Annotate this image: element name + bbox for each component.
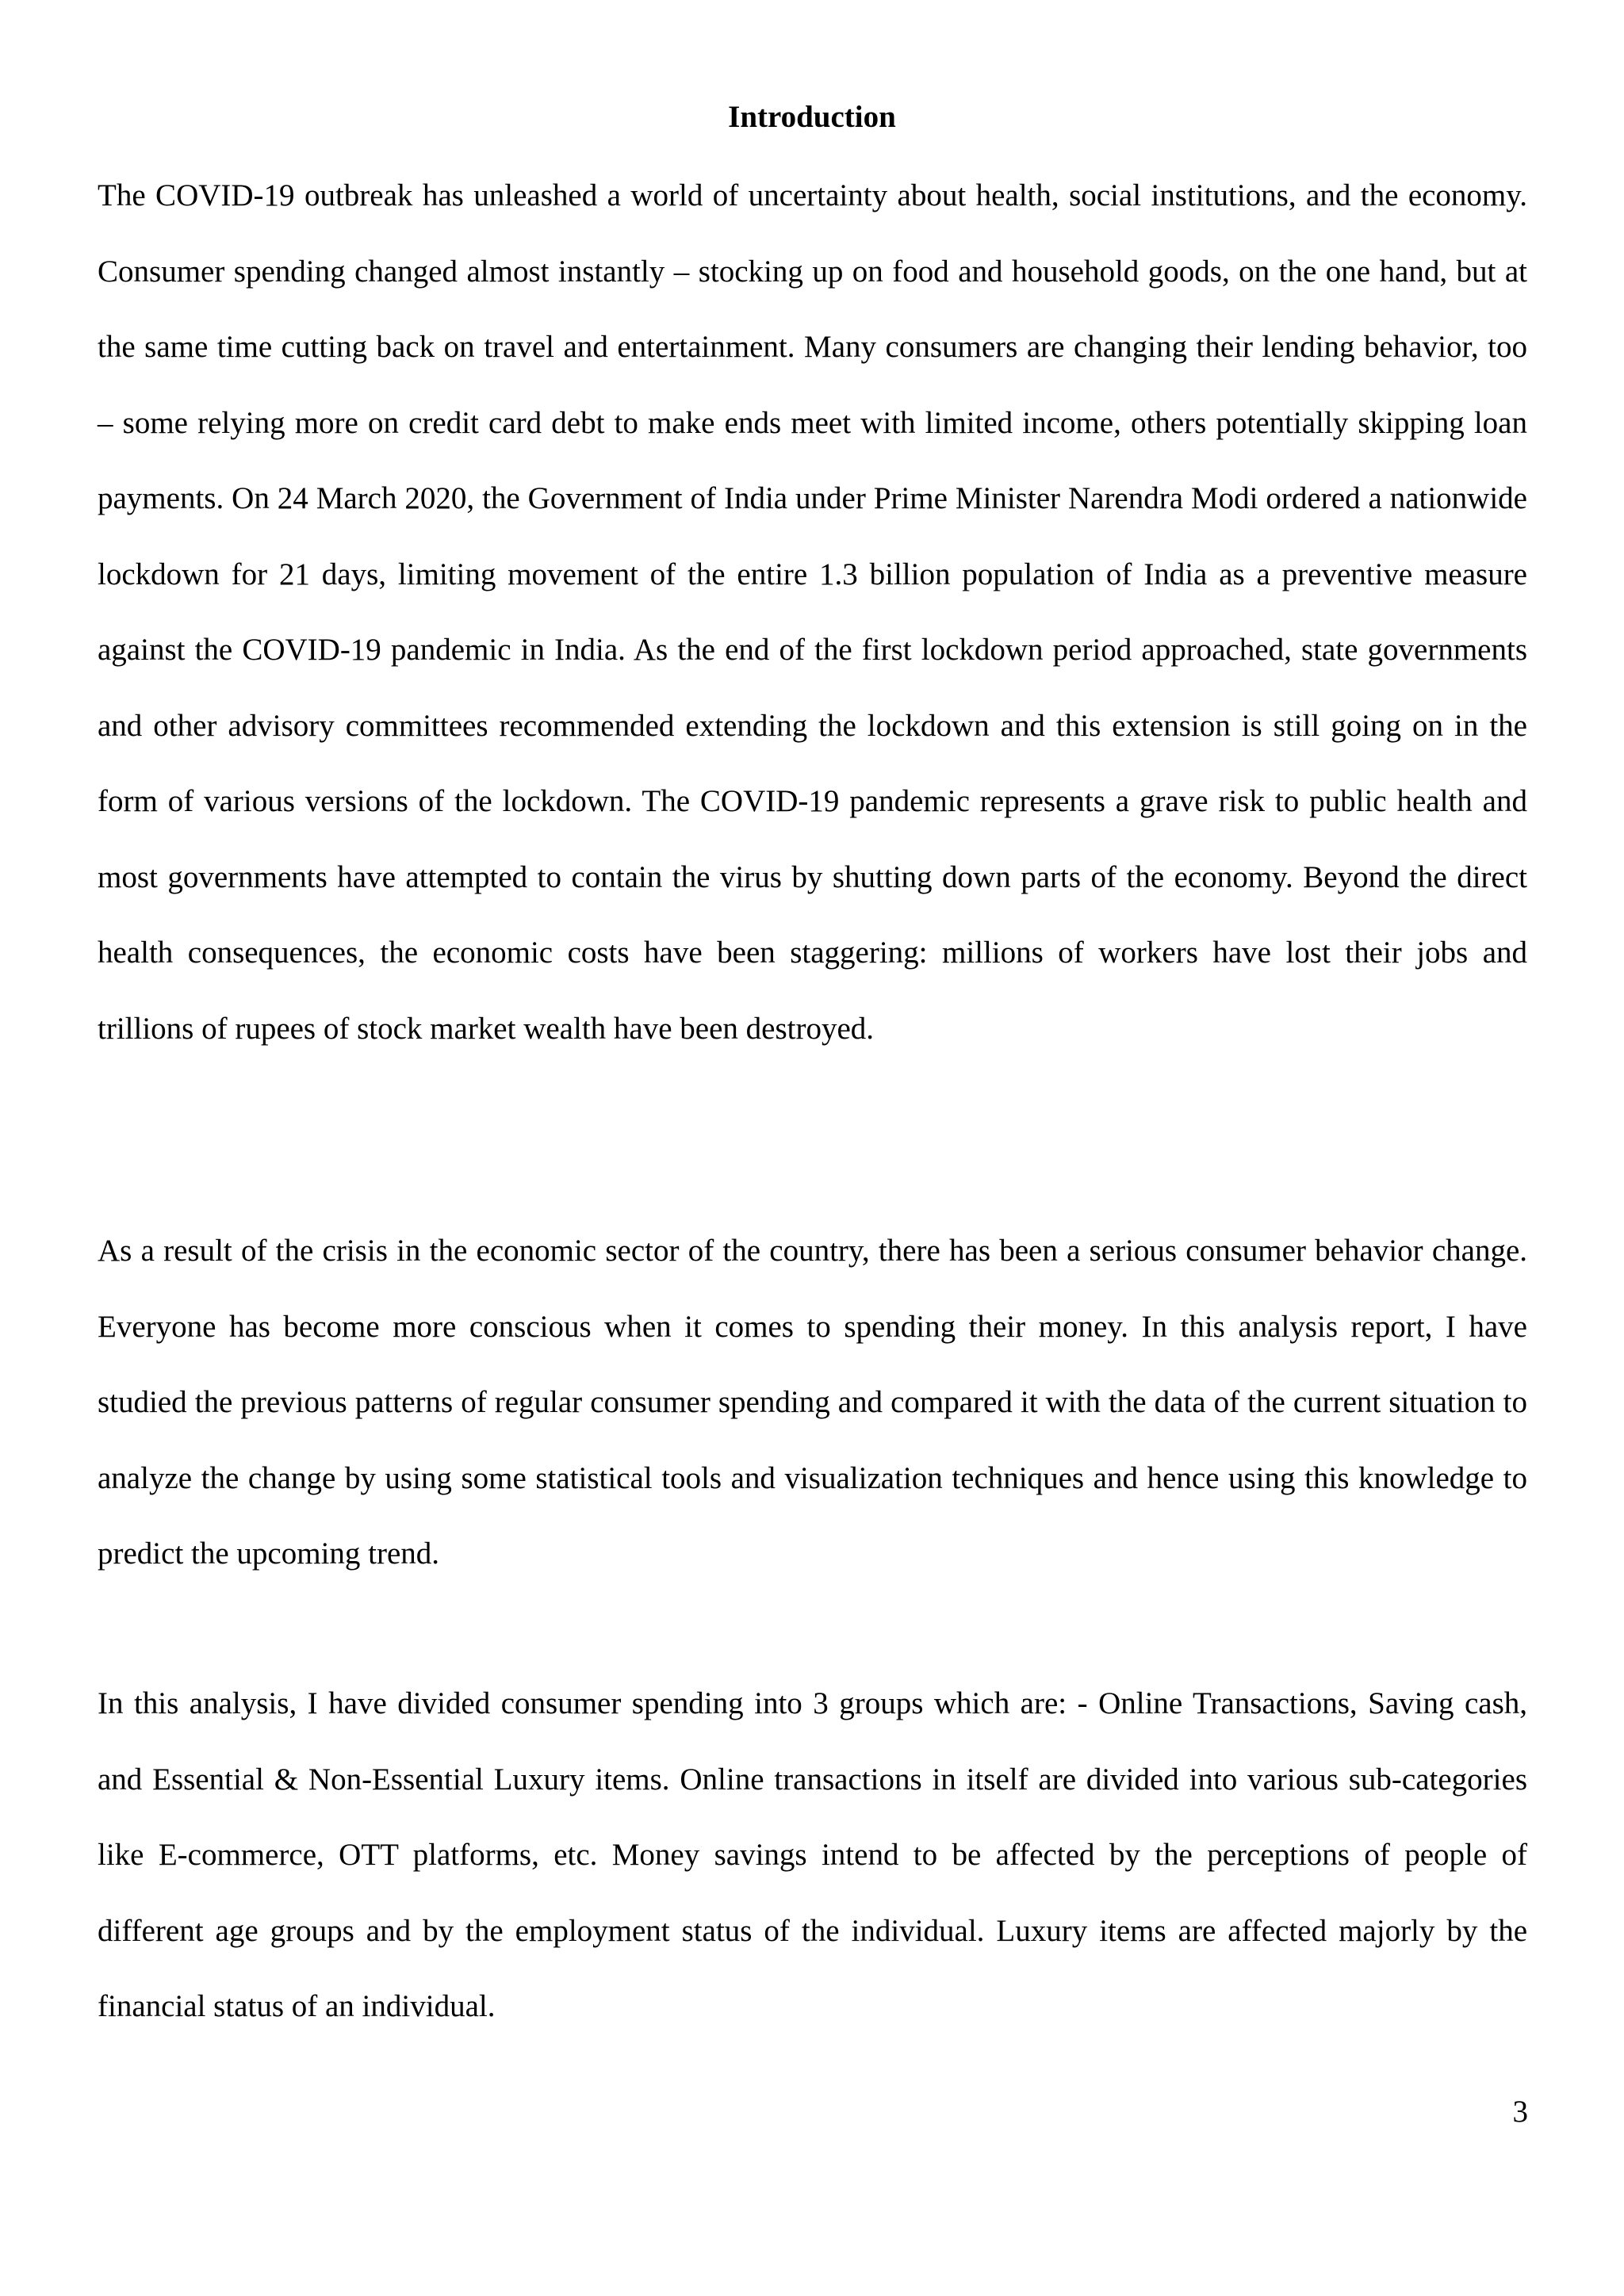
paragraph-2: As a result of the crisis in the economic sector of the country, there has been a serious consumer behavior change. Everyone has become more conscious when it comes to spending their money. In this analysis report, I have studied the previous patterns of regular consumer spending and compared it with the data of the current situation to analyze the change by using some statistical tools and visualization techniques and hence using this knowledge to predict the upcoming trend. bbox=[98, 1234, 1527, 1571]
paragraph-1: The COVID-19 outbreak has unleashed a world of uncertainty about health, social institutions, and the economy. Consumer spending changed almost instantly – stocking up on food and household goods, on the one hand, but at the same time cutting back on travel and entertainment. Many consumers are changing their lending behavior, too – some relying more on credit card debt to make ends meet with limited income, others potentially skipping loan payments. On 24 March 2020, the Government of India under Prime Minister Narendra Modi ordered a nationwide lockdown for 21 days, limiting movement of the entire 1.3 billion population of India as a preventive measure against the COVID-19 pandemic in India. As the end of the first lockdown period approached, state governments and other advisory committees recommended extending the lockdown and this extension is still going on in the form of various versions of the lockdown. The COVID-19 pandemic represents a grave risk to public health and most governments have attempted to contain the virus by shutting down parts of the economy. Beyond the direct health consequences, the economic costs have been staggering: millions of workers have lost their jobs and trillions of rupees of stock market wealth have been destroyed. bbox=[98, 178, 1527, 1046]
page-number: 3 bbox=[1512, 2095, 1528, 2129]
paragraph-3: In this analysis, I have divided consumer spending into 3 groups which are: - Online Transactions, Saving cash, and Essential & Non-Essential Luxury items. Online transactions in itself are divided into various sub-categories like E-commerce, OTT platforms, etc. Money savings intend to be affected by the perceptions of people of different age groups and by the employment status of the individual. Luxury items are affected majorly by the financial status of an individual. bbox=[98, 1686, 1527, 2023]
page-heading: Introduction bbox=[728, 100, 896, 134]
